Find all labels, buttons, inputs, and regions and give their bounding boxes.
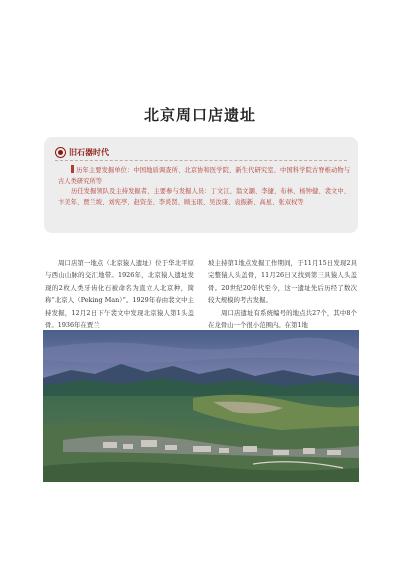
period-badge [55,147,109,158]
units-text: 中国地质调查所、北京协和医学院、新生代研究室、中国科学院古脊椎动物与古人类研究所等 [58,167,351,185]
landscape-photo [43,330,359,482]
units-paragraph [58,165,350,187]
badge-divider [55,160,347,161]
leaders-label: 历任发掘领队及主持发掘者、主要参与发掘人员： [71,188,211,195]
body-column-right [208,257,357,331]
body-paragraph: 坡主持第1地点发掘工作期间，于11月15日发现2具完整猿人头盖骨，11月26日又找到第三具猿人头盖骨。20世纪20年代至今，这一遗址先后历经了数次较大规模的考古发掘。 [208,259,357,305]
units-label: 历年主要发掘单位： [76,167,134,174]
body-paragraph: 周口店第一地点（北京猿人遗址）位于华北平原与西山山脉的交汇地带。1926年，北京猿人遗址发现的2枚人类牙齿化石被命名为直立人北京种，简称“北京人（Peking Man）”。1929年春由裴文中主持发掘，12月2日下午裴文中发现北京猿人第1头盖骨。1936年在贾兰 [45,259,194,330]
bullet-icon [71,165,74,173]
landscape-illustration [43,330,359,482]
period-badge-label: 旧石器时代 [69,147,109,157]
info-text [58,165,350,208]
leaders-paragraph [58,187,350,208]
leaders-text: 丁文江、翁文灏、李捷、布林、杨钟健、裴文中、卞美年、贾兰坡、刘宪亭、赵资奎、李炎贤、顾玉珉、吴汝康、袁振新、高星、张双权等 [58,188,351,206]
info-box [44,137,358,233]
body-paragraph: 周口店遗址有系统编号的地点共27个，其中8个在龙骨山一个很小范围内。在第1地 [208,308,357,330]
page-title: 北京周口店遗址 [143,106,256,124]
circle-icon [55,147,66,158]
body-column-left [45,257,194,331]
